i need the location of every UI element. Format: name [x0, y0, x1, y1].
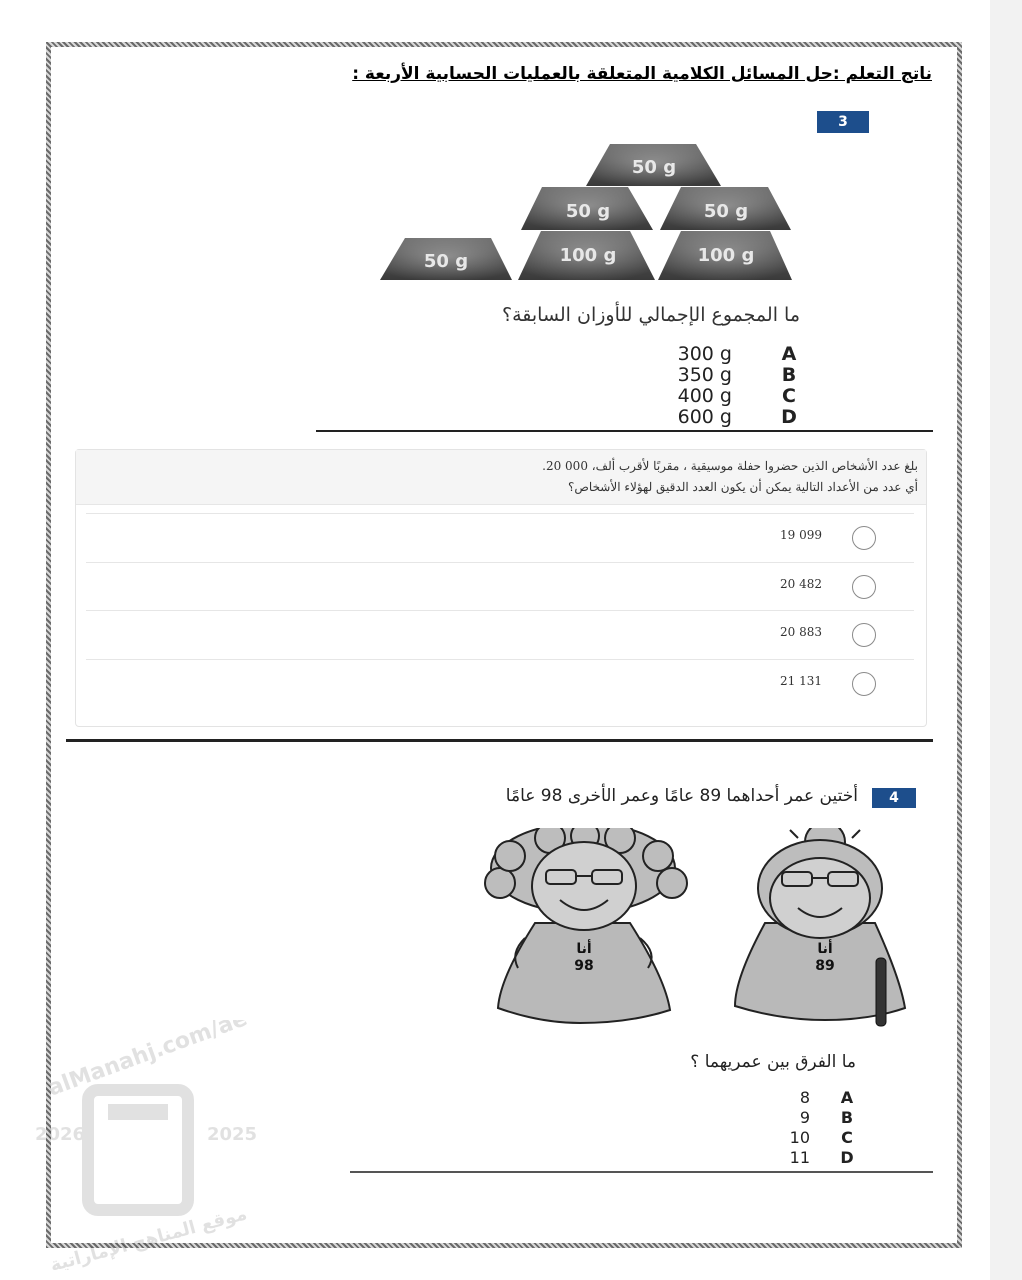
svg-text:2025: 2025 [206, 1124, 258, 1145]
svg-text:89: 89 [815, 958, 835, 974]
weight-block [518, 231, 655, 280]
question-number-badge: 3 [817, 111, 869, 133]
answer-option: 9 B [799, 1108, 854, 1127]
divider [350, 1171, 933, 1173]
choice-row[interactable] [86, 610, 914, 659]
divider [66, 739, 933, 742]
mcq-card [75, 449, 927, 727]
answer-option: 600 g D [677, 406, 797, 428]
question-text: ما المجموع الإجمالي للأوزان السابقة؟ [501, 304, 800, 326]
question-text: ما الفرق بين عمريهما ؟ [690, 1052, 856, 1072]
svg-text:alManahj.com/ae: alManahj.com/ae [44, 1020, 251, 1102]
question-number-badge: 4 [872, 788, 916, 808]
svg-text:أنا: أنا [817, 941, 833, 957]
svg-text:50 g: 50 g [631, 157, 677, 178]
prompt-line: أي عدد من الأعداد التالية يمكن أن يكون العدد الدقيق لهؤلاء الأشخاص؟ [568, 480, 918, 494]
choice-row[interactable] [86, 513, 914, 562]
answer-option: 350 g B [677, 364, 797, 386]
svg-text:100 g: 100 g [697, 245, 755, 266]
svg-text:50 g: 50 g [423, 251, 469, 272]
weight-block [521, 187, 653, 230]
svg-text:أنا: أنا [576, 941, 592, 957]
svg-text:2026: 2026 [34, 1124, 86, 1145]
prompt-line: بلغ عدد الأشخاص الذين حضروا حفلة موسيقية ، مقربًا لأقرب ألف، 000 20. [542, 459, 918, 473]
weight-block [660, 187, 791, 230]
radio-button[interactable] [852, 526, 876, 550]
weight-block [586, 144, 721, 186]
choice-row[interactable] [86, 659, 914, 708]
page-title: ناتج التعلم :حل المسائل الكلامية المتعلقة بالعمليات الحسابية الأربعة : [352, 64, 932, 84]
svg-text:50 g: 50 g [703, 201, 749, 222]
weights-illustration [378, 142, 798, 287]
choice-label: 20 883 [780, 625, 822, 639]
answer-option: 11 D [789, 1148, 854, 1167]
radio-button[interactable] [852, 672, 876, 696]
mcq-prompt [76, 450, 926, 505]
answer-option: 10 C [789, 1128, 853, 1147]
svg-text:98: 98 [574, 958, 594, 974]
choice-label: 20 482 [780, 577, 822, 591]
weight-block [658, 231, 792, 280]
answer-option: 400 g C [677, 385, 796, 407]
choice-label: 19 099 [780, 528, 822, 542]
svg-text:موقع المناهج الإماراتية: موقع المناهج الإماراتية [47, 1203, 250, 1270]
sisters-illustration [480, 828, 920, 1033]
svg-text:50 g: 50 g [565, 201, 611, 222]
weight-block [380, 238, 512, 280]
sister-left-figure [485, 828, 687, 1023]
divider [316, 430, 933, 432]
watermark-logo [20, 1020, 280, 1270]
answer-option: 8 A [799, 1088, 854, 1107]
choice-label: 21 131 [780, 674, 822, 688]
question-text: أختين عمر أحداهما 89 عامًا وعمر الأخرى 98 عامًا [505, 786, 858, 806]
answer-option: 300 g A [677, 343, 797, 365]
choice-row[interactable] [86, 562, 914, 611]
svg-text:100 g: 100 g [559, 245, 617, 266]
sister-right-figure [735, 828, 905, 1026]
radio-button[interactable] [852, 575, 876, 599]
radio-button[interactable] [852, 623, 876, 647]
